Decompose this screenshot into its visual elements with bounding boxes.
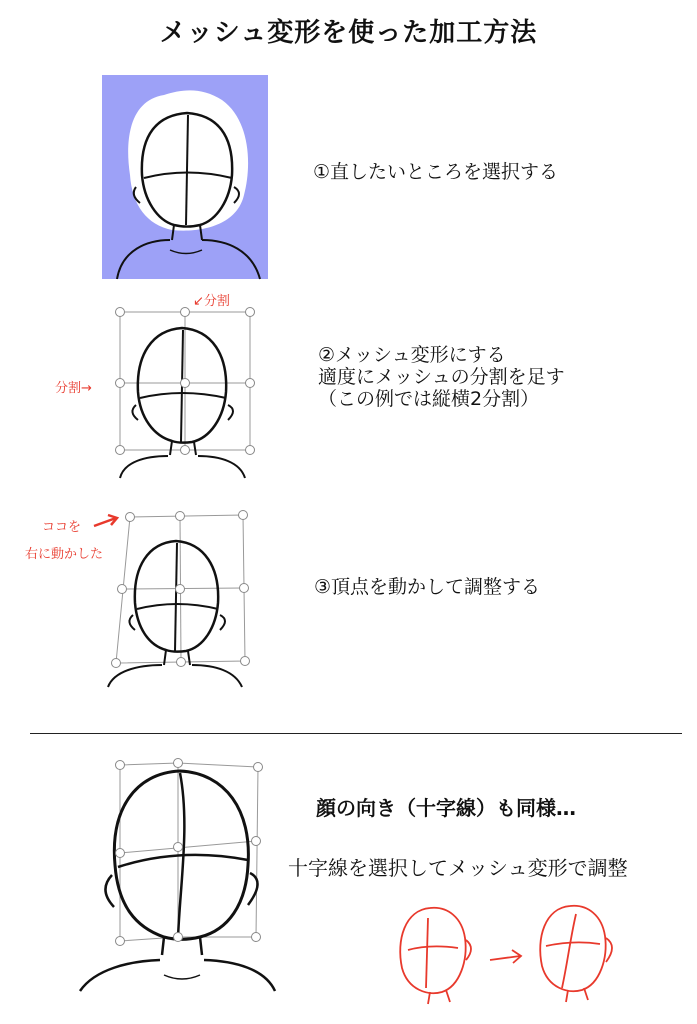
bottom-heading: 顔の向き（十字線）も同様… [316,796,576,820]
step-3-text: ③頂点を動かして調整する [314,576,541,598]
split-top-note: ↙分割 [193,294,230,309]
bottom-subtext: 十字線を選択してメッシュ変形で調整 [288,856,628,880]
selection-illustration [102,75,268,279]
step-1-text: ①直したいところを選択する [313,161,559,183]
section-divider [30,733,682,734]
page-title: メッシュ変形を使った加工方法 [159,18,538,48]
step-2-line-1: ②メッシュ変形にする [318,344,506,366]
step-2-line-3: （この例では縦横2分割） [318,388,540,410]
moved-vertex-illustration [100,505,270,690]
split-left-note: 分割→ [55,381,92,396]
step-2-text [318,344,565,410]
step-2-line-2: 適度にメッシュの分割を足す [318,366,565,388]
moved-note-line-1: ココを [42,520,82,535]
face-direction-illustration [80,755,280,995]
moved-note-2 [25,543,103,562]
moved-note [42,516,81,535]
arrow-icon: ↙ [193,294,204,309]
mesh-grid-illustration [110,300,270,480]
red-arrow-icon [92,512,122,532]
red-sketch-comparison [390,900,645,1010]
arrow-icon: → [81,381,92,396]
moved-note-line-2: 右に動かした [25,547,104,562]
